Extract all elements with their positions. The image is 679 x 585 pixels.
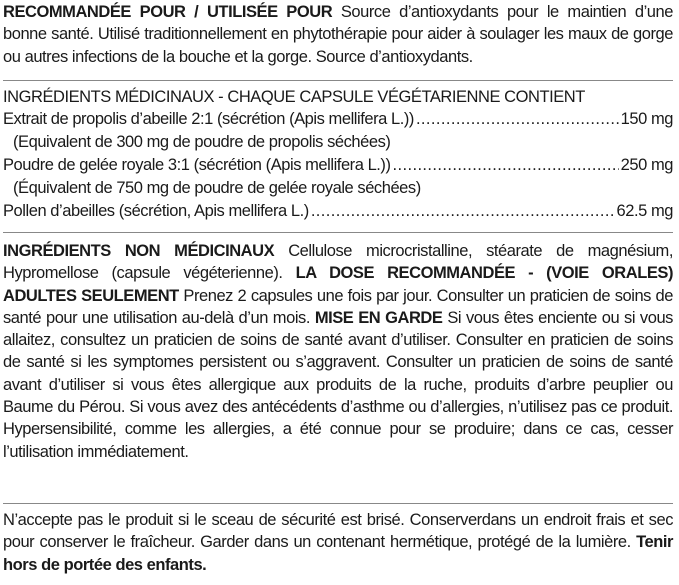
ingredient-amount: 150 mg: [620, 110, 673, 128]
child-warning: Tenir hors de portée des enfants.: [3, 533, 674, 574]
warning-text: Si vous êtes enciente ou si vous allaitez, consultez un praticien de soins de santé avant d’utiliser. Consulter en praticien de soins de santé si les symptomes persistent ou s’aggravent. Consulter un praticien de soins de santé avant d’utiliser si vous êtes allergique aux produits de la ruche, produits d’arbre peuplier ou Baume du Pérou. Si vous avez des antécédents d’asthme ou d’allergies, n’utilisez pas ce produit. Hypersensibilité, comme les allergies, a été connue pour se produire; dans ce cas, cesser l’utilisation immédiatement.: [3, 308, 673, 461]
ingredient-row: [3, 200, 673, 222]
ingredient-name: Extrait de propolis d’abeille 2:1 (sécrétion (Apis mellifera L.)): [3, 110, 414, 128]
ingredient-row: [3, 154, 673, 176]
warning-heading: MISE EN GARDE: [314, 308, 443, 327]
dot-leader: [393, 154, 619, 176]
recommended-use-text: Source d’antioxydants pour le maintien d’une bonne santé. Utilisé traditionnellement en phytothérapie pour aider à soulager les maux de gorge ou autres infections de la bouche et la gorge. Source d’antioxydants.: [3, 3, 673, 66]
section-divider: [3, 232, 673, 233]
ingredient-note: (Équivalent de 750 mg de poudre de gelée royale séchées): [13, 179, 421, 197]
recommended-use-heading: RECOMMANDÉE POUR / UTILISÉE POUR: [3, 3, 333, 21]
storage-section: [3, 509, 673, 576]
recommended-use-section: [3, 1, 673, 68]
ingredient-amount: 62.5 mg: [616, 202, 673, 220]
medicinal-ingredients-heading: INGRÉDIENTS MÉDICINAUX - CHAQUE CAPSULE VÉGÉTARIENNE CONTIENT: [3, 88, 585, 106]
ingredient-note: (Equivalent de 300 mg de poudre de propolis séchées): [13, 133, 391, 151]
ingredient-amount: 250 mg: [620, 156, 673, 174]
dose-text: Prenez 2 capsules une fois par jour. Consulter un praticien de soins de santé pour une utilisation au-delà d’un mois.: [3, 286, 673, 327]
storage-text: N’accepte pas le produit si le sceau de sécurité est brisé. Conserverdans un endroit frais et sec pour conserver le fraîcheur. Garder dans un contenant hermétique, protégé de la lumière.: [3, 511, 673, 552]
section-divider: [3, 80, 673, 81]
dot-leader: [311, 200, 615, 222]
non-medicinal-text: Cellulose microcristalline, stéarate de magnésium, Hypromellose (capsule végéterienne).: [3, 242, 673, 283]
section-divider: [3, 503, 673, 504]
ingredient-row: [3, 108, 673, 130]
non-medicinal-heading: INGRÉDIENTS NON MÉDICINAUX: [3, 242, 275, 260]
ingredient-name: Poudre de gelée royale 3:1 (sécrétion (Apis mellifera L.)): [3, 156, 391, 174]
dot-leader: [416, 108, 619, 130]
main-information-section: [3, 240, 673, 463]
dose-heading: LA DOSE RECOMMANDÉE - (VOIE ORALES) ADULTES SEULEMENT: [3, 264, 673, 305]
ingredient-name: Pollen d’abeilles (sécrétion, Apis mellifera L.): [3, 202, 309, 220]
